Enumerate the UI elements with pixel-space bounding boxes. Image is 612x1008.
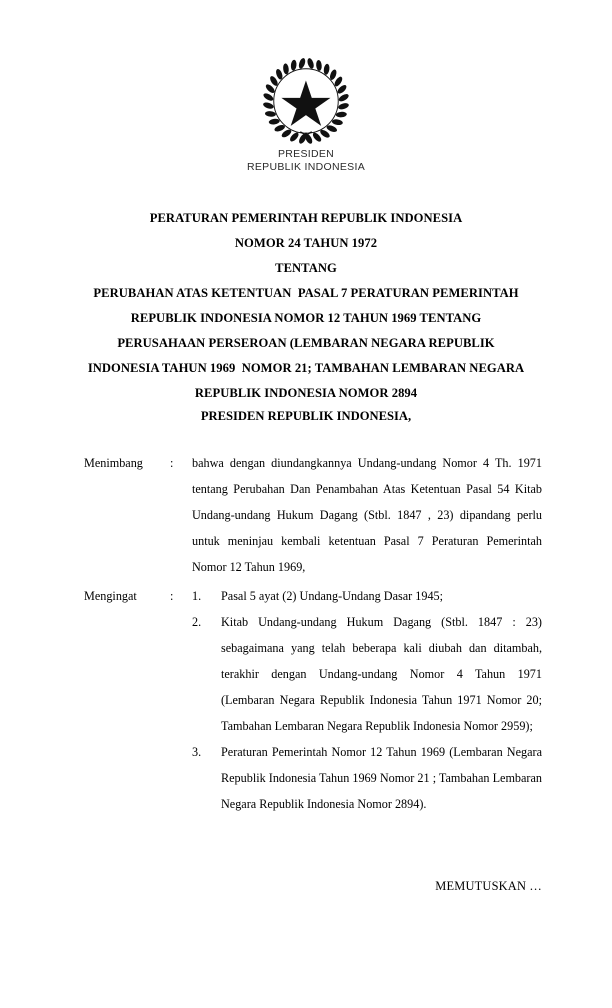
mengingat-label: Mengingat — [84, 589, 137, 603]
list-item-marker: 3. — [192, 745, 202, 759]
title-line-7: INDONESIA TAHUN 1969 NOMOR 21; TAMBAHAN LEMBARAN NEGARA — [87, 361, 525, 375]
menimbang-label: Menimbang — [84, 456, 143, 470]
emblem-caption-line-2: REPUBLIK INDONESIA — [246, 161, 365, 173]
letterhead — [0, 58, 612, 174]
list-item — [192, 739, 542, 817]
mengingat-section — [84, 583, 542, 817]
menimbang-section — [84, 450, 542, 580]
title-line-4: PERUBAHAN ATAS KETENTUAN PASAL 7 PERATURAN PEMERINTAH — [93, 286, 519, 300]
document-title — [36, 206, 576, 406]
list-item-marker: 2. — [192, 615, 202, 629]
title-line-1: PERATURAN PEMERINTAH REPUBLIK INDONESIA — [149, 211, 463, 225]
presiden-heading: PRESIDEN REPUBLIK INDONESIA, — [200, 409, 412, 423]
mengingat-list — [192, 583, 542, 817]
presidential-emblem — [263, 58, 349, 144]
menimbang-row — [84, 450, 542, 580]
list-item-text: Pasal 5 ayat (2) Undang-Undang Dasar 1945; — [221, 589, 444, 603]
menimbang-colon: : — [170, 456, 174, 470]
title-line-8: REPUBLIK INDONESIA NOMOR 2894 — [194, 386, 418, 400]
mengingat-colon: : — [170, 589, 174, 603]
list-item — [192, 583, 542, 609]
list-item-text: Peraturan Pemerintah Nomor 12 Tahun 1969 (Lembaran Negara Republik Indonesia Tahun 1969 Nomor 21 ; Tambahan Lembaran Negara Republik Indonesia Nomor 2894). — [221, 745, 542, 811]
title-line-6: PERUSAHAAN PERSEROAN (LEMBARAN NEGARA REPUBLIK — [117, 336, 495, 350]
mengingat-row — [84, 583, 542, 817]
garuda-star-wreath-icon — [263, 58, 349, 144]
list-item-text: Kitab Undang-undang Hukum Dagang (Stbl. 1847 : 23) sebagaimana yang telah beberapa kali diubah dan ditambah, terakhir dengan Undang-undang Nomor 4 Tahun 1971 (Lembaran Negara Republik Indonesia Tahun 1971 Nomor 20; Tambahan Lembaran Negara Republik Indonesia Nomor 2959); — [221, 615, 542, 733]
list-item — [192, 609, 542, 739]
emblem-caption — [0, 148, 612, 174]
list-item-marker: 1. — [192, 589, 202, 603]
title-line-5: REPUBLIK INDONESIA NOMOR 12 TAHUN 1969 TENTANG — [130, 311, 482, 325]
memutuskan-continuation: MEMUTUSKAN … — [435, 879, 542, 893]
menimbang-body — [192, 450, 542, 580]
emblem-caption-line-1: PRESIDEN — [277, 148, 335, 160]
title-line-2: NOMOR 24 TAHUN 1972 — [234, 236, 378, 250]
menimbang-paragraph: bahwa dengan diundangkannya Undang-undang Nomor 4 Th. 1971 tentang Perubahan Dan Penambahan Atas Ketentuan Pasal 54 Kitab Undang-undang Hukum Dagang (Stbl. 1847 , 23) dipandang perlu untuk meninjau kembali ketentuan Pasal 7 Peraturan Pemerintah Nomor 12 Tahun 1969, — [192, 456, 542, 574]
title-line-3: TENTANG — [275, 261, 337, 275]
